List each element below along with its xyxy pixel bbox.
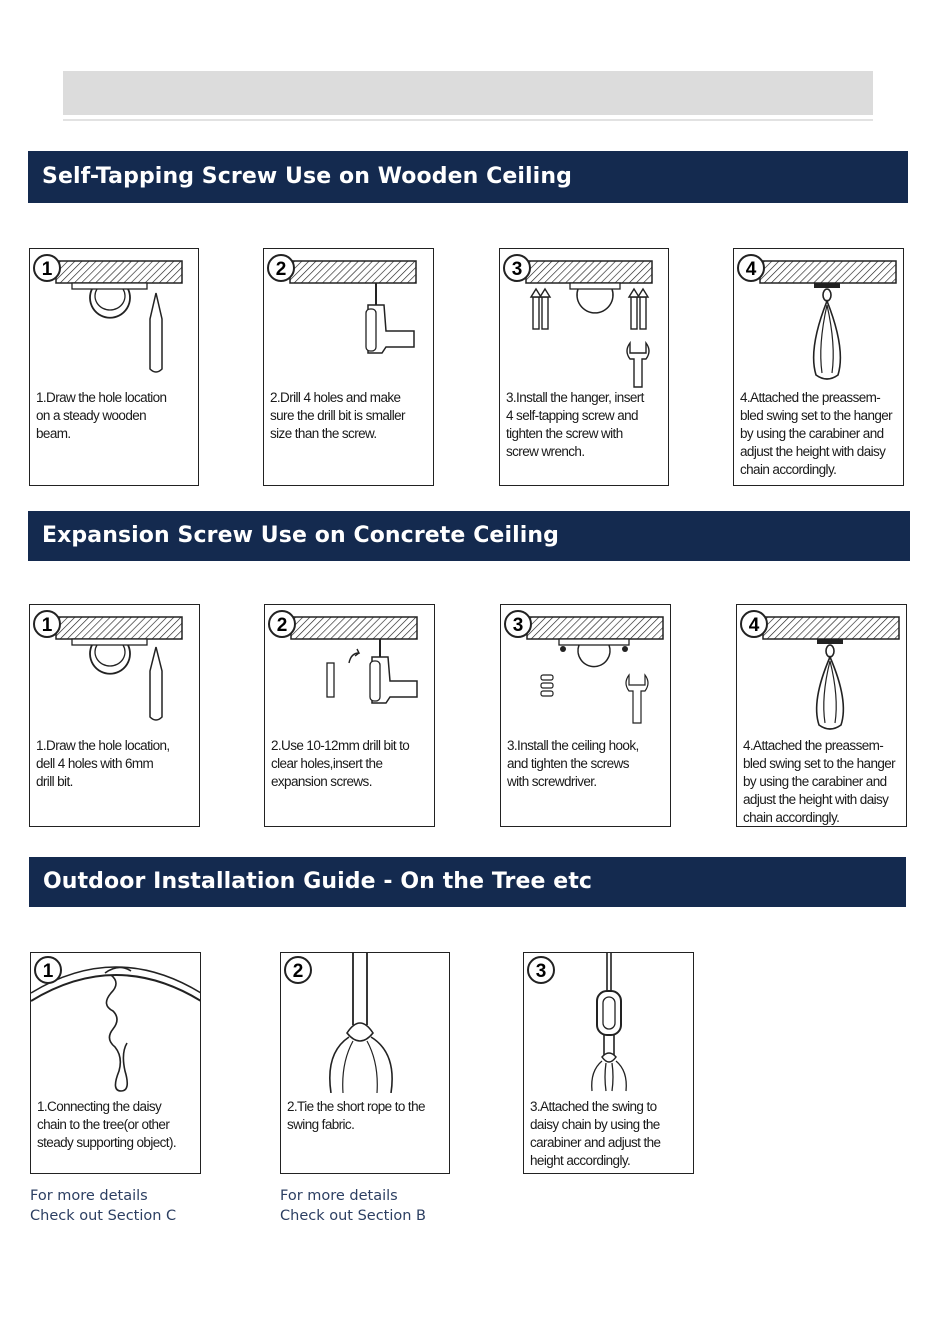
svg-text:2: 2 [276, 615, 288, 636]
s2-step-4-card [736, 604, 907, 827]
step-caption: 3.Attached the swing to daisy chain by using the carabiner and adjust the height accordingly. [530, 1099, 661, 1168]
drill-anchor-icon [265, 605, 435, 740]
header-bar [63, 71, 873, 115]
svg-text:1: 1 [42, 961, 54, 982]
step-caption: 2.Use 10-12mm drill bit to clear holes,insert the expansion screws. [271, 738, 410, 789]
svg-text:1: 1 [41, 615, 53, 636]
rope-tie-icon [281, 953, 451, 1093]
section-b-note: For more details Check out Section B [280, 1188, 426, 1224]
s1-step-4-card [733, 248, 904, 486]
svg-text:3: 3 [535, 961, 547, 982]
step-caption: 2.Drill 4 holes and make sure the drill bit is smaller size than the screw. [270, 390, 405, 441]
step-caption: 2.Tie the short rope to the swing fabric. [287, 1099, 425, 1132]
step-number: 1 [41, 259, 53, 280]
swing-hanging-icon [734, 249, 904, 389]
step-caption: 3.Install the hanger, insert 4 self-tapping screw and tighten the screw with screw wrench. [506, 390, 644, 459]
header-divider [63, 119, 873, 121]
hook-wrench-icon [501, 605, 671, 740]
svg-text:3: 3 [512, 615, 524, 636]
s3-step-2-card [280, 952, 450, 1174]
pencil-hanger-icon [30, 249, 200, 389]
step-caption: 3.Install the ceiling hook, and tighten the screws with screwdriver. [507, 738, 639, 789]
svg-text:2: 2 [275, 259, 287, 280]
section-1-banner [28, 151, 908, 203]
s2-step-2-card [264, 604, 435, 827]
tree-chain-icon [31, 953, 201, 1093]
step-caption: 1.Connecting the daisy chain to the tree(or other steady supporting object). [37, 1099, 176, 1150]
section-2-title: Expansion Screw Use on Concrete Ceiling [42, 523, 559, 548]
section-3-title: Outdoor Installation Guide - On the Tree etc [43, 869, 593, 894]
s1-step-3-card [499, 248, 669, 486]
s3-step-3-card [523, 952, 694, 1174]
svg-text:4: 4 [745, 259, 757, 280]
s2-step-3-card [500, 604, 671, 827]
section-1-title: Self-Tapping Screw Use on Wooden Ceiling [42, 164, 572, 189]
section-2-banner [28, 511, 910, 561]
s1-step-2-card [263, 248, 434, 486]
swing-hanging-icon [737, 605, 907, 740]
carabiner-icon [524, 953, 694, 1093]
svg-text:4: 4 [748, 615, 760, 636]
svg-text:3: 3 [511, 259, 523, 280]
pencil-hanger-icon [30, 605, 200, 740]
drill-icon [264, 249, 434, 389]
step-caption: 1.Draw the hole location, dell 4 holes with 6mm drill bit. [36, 738, 170, 789]
screws-wrench-icon [500, 249, 670, 389]
step-caption: 4.Attached the preassem- bled swing set to the hanger by using the carabiner and adjust the height with daisy chain accordingly. [743, 738, 896, 825]
svg-text:2: 2 [292, 961, 304, 982]
s3-step-1-card [30, 952, 201, 1174]
section-c-note: For more details Check out Section C [30, 1188, 177, 1224]
s2-step-1-card [29, 604, 200, 827]
s1-step-1-card [29, 248, 199, 486]
step-caption: 1.Draw the hole location on a steady wooden beam. [36, 390, 167, 441]
section-3-banner [29, 857, 906, 907]
step-caption: 4.Attached the preassem- bled swing set to the hanger by using the carabiner and adjust the height with daisy chain accordingly. [740, 390, 893, 477]
